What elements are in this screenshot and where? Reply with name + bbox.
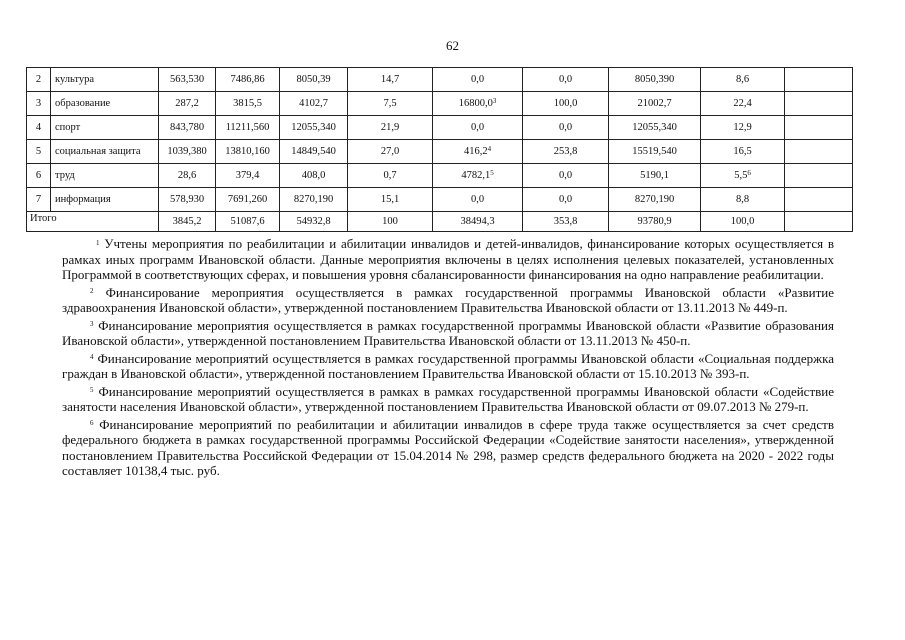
table-row — [27, 92, 853, 116]
table-cell: 353,8 — [523, 212, 609, 232]
row-name: спорт — [51, 116, 159, 140]
table-cell: 14,7 — [348, 68, 433, 92]
table-row — [27, 68, 853, 92]
table-cell: 15519,540 — [609, 140, 701, 164]
total-label: Итого — [27, 212, 159, 232]
row-name: культура — [51, 68, 159, 92]
table-cell: 8270,190 — [609, 188, 701, 212]
footnote-text: Финансирование мероприятия осуществляется в рамках государственной программы Ивановской области «Развитие образования Ивановской области», утвержденной постановлением Правительства Ивановской области от 13.11.2013 № 450-п. — [62, 317, 834, 348]
table-cell: 0,0 — [433, 188, 523, 212]
table-cell: 16800,0$^3$ — [433, 92, 523, 116]
table-cell: 8270,190 — [280, 188, 348, 212]
footnote-mark: 1 — [96, 238, 100, 247]
row-number: 7 — [27, 188, 51, 212]
footnote-text: Учтены мероприятия по реабилитации и абилитации инвалидов и детей-инвалидов, финансирование которых осуществляется в рамках иных программ Ивановской области. Данные мероприятия включены в целях исполнения целевых показателей, установленных Программой в соответствующих сферах, и повышения уровня сбалансированности финансирования на одно направление реабилитации. — [62, 236, 835, 282]
table-cell: 0,7 — [348, 164, 433, 188]
table-cell — [785, 188, 853, 212]
table-cell: 3845,2 — [159, 212, 216, 232]
footnote-mark: 5 — [90, 386, 94, 394]
table-cell: 287,2 — [159, 92, 216, 116]
table-cell: 4782,1$^5$ — [433, 164, 523, 188]
row-name: информация — [51, 188, 159, 212]
footnote — [62, 236, 834, 283]
footnote-text: Финансирование мероприятий осуществляется в рамках государственной программы Ивановской области «Социальная поддержка граждан в Ивановской области», утвержденной постановлением Правительства Ивановской области от 15.10.2013 № 393-п. — [62, 350, 835, 381]
footnote-ref: 3 — [492, 96, 497, 105]
footnote-text: Финансирование мероприятия осуществляется в рамках государственной программы Ивановской области «Развитие здравоохранения Ивановской области», утвержденной постановлением Правительства Ивановской области от 13.11.2013 № 449-п. — [62, 284, 834, 315]
row-number: 6 — [27, 164, 51, 188]
table-cell — [785, 92, 853, 116]
table-cell — [785, 212, 853, 232]
footnote-text: Финансирование мероприятий осуществляется в рамках в рамках государственной программы Ивановской области «Содействие занятости населения Ивановской области», утвержденной постановлением Правительства Ивановской области от 09.07.2013 № 279-п. — [62, 383, 834, 414]
row-number: 5 — [27, 140, 51, 164]
table-cell: 100 — [348, 212, 433, 232]
table-cell: 100,0 — [701, 212, 785, 232]
table-cell: 8,8 — [701, 188, 785, 212]
table-cell: 379,4 — [216, 164, 280, 188]
table-row — [27, 116, 853, 140]
table-cell — [785, 140, 853, 164]
table-cell: 7691,260 — [216, 188, 280, 212]
table-cell: 51087,6 — [216, 212, 280, 232]
table-row — [27, 164, 853, 188]
table-cell: 7,5 — [348, 92, 433, 116]
footnotes — [62, 236, 834, 481]
table-cell: 0,0 — [523, 68, 609, 92]
row-number: 4 — [27, 116, 51, 140]
table-cell: 3815,5 — [216, 92, 280, 116]
table-cell: 416,2$^4$ — [433, 140, 523, 164]
table-row — [27, 140, 853, 164]
total-row — [27, 212, 853, 232]
table-cell: 7486,86 — [216, 68, 280, 92]
row-name: труд — [51, 164, 159, 188]
table-cell: 11211,560 — [216, 116, 280, 140]
table-cell: 408,0 — [280, 164, 348, 188]
footnote — [62, 318, 834, 349]
table-cell: 0,0 — [523, 188, 609, 212]
table-cell — [785, 164, 853, 188]
table-cell: 12055,340 — [280, 116, 348, 140]
table-cell — [785, 68, 853, 92]
footnote-mark: 2 — [90, 287, 94, 295]
table-cell: 93780,9 — [609, 212, 701, 232]
table-cell: 5190,1 — [609, 164, 701, 188]
table-cell: 8050,390 — [609, 68, 701, 92]
footnote — [62, 285, 834, 316]
table-cell — [785, 116, 853, 140]
table-cell: 0,0 — [433, 116, 523, 140]
table-cell: 15,1 — [348, 188, 433, 212]
table-cell: 28,6 — [159, 164, 216, 188]
table-cell: 0,0 — [523, 164, 609, 188]
table-cell: 21,9 — [348, 116, 433, 140]
table-cell: $5,5^6$ — [701, 164, 785, 188]
footnote-ref: 5 — [490, 168, 494, 177]
table-cell: 0,0 — [433, 68, 523, 92]
table-cell: 27,0 — [348, 140, 433, 164]
footnote — [62, 384, 834, 415]
table-cell: 13810,160 — [216, 140, 280, 164]
table-cell: 843,780 — [159, 116, 216, 140]
table-cell: 22,4 — [701, 92, 785, 116]
table-cell: 253,8 — [523, 140, 609, 164]
table-cell: 563,530 — [159, 68, 216, 92]
footnote-mark: 4 — [90, 353, 94, 361]
page-number: 62 — [446, 38, 459, 53]
table-cell: 578,930 — [159, 188, 216, 212]
row-number: 2 — [27, 68, 51, 92]
table-cell: 1039,380 — [159, 140, 216, 164]
footnote-text: Финансирование мероприятий по реабилитации и абилитации инвалидов в сфере труда также осуществляется за счет средств федерального бюджета в рамках государственной программы Российской Федерации «Содействие занятости населения», утвержденной постановлением Правительства Российской Федерации от 15.04.2014 № 298, размер средств федерального бюджета на 2020 - 2022 годы составляет 10138,4 тыс. руб. — [62, 416, 835, 478]
table-cell: 0,0 — [523, 116, 609, 140]
table-cell: 12,9 — [701, 116, 785, 140]
footnote-mark: 3 — [90, 320, 94, 328]
footnote-ref: 6 — [747, 168, 751, 177]
table-cell: 8050,39 — [280, 68, 348, 92]
footnote — [62, 417, 834, 479]
table-row — [27, 188, 853, 212]
table-cell: 100,0 — [523, 92, 609, 116]
table-cell: 54932,8 — [280, 212, 348, 232]
table-cell: 21002,7 — [609, 92, 701, 116]
financing-table — [26, 67, 853, 232]
row-name: социальная защита — [51, 140, 159, 164]
footnote-ref: 4 — [487, 144, 492, 153]
table-cell: 8,6 — [701, 68, 785, 92]
row-number: 3 — [27, 92, 51, 116]
table-cell: 12055,340 — [609, 116, 701, 140]
table-cell: 4102,7 — [280, 92, 348, 116]
table-cell: 16,5 — [701, 140, 785, 164]
row-name: образование — [51, 92, 159, 116]
table-cell: 38494,3 — [433, 212, 523, 232]
footnote-mark: 6 — [90, 419, 94, 427]
footnote — [62, 351, 834, 382]
table-cell: 14849,540 — [280, 140, 348, 164]
